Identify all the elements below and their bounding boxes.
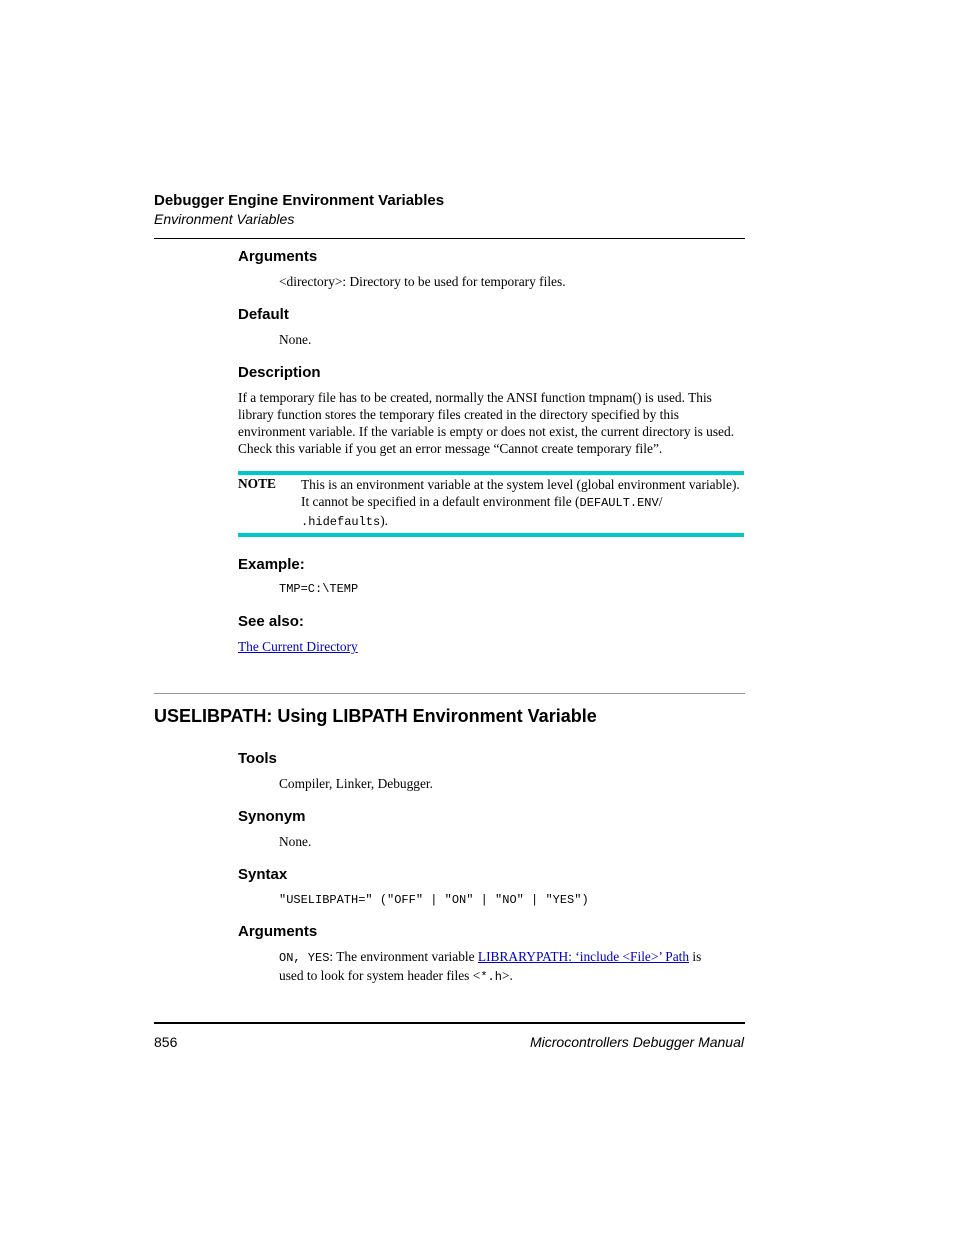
footer-rule [154, 1022, 745, 1024]
syntax-heading: Syntax [238, 866, 288, 883]
synonym-text: None. [279, 834, 312, 849]
description-heading: Description [238, 364, 321, 381]
arguments2-heading: Arguments [238, 923, 318, 940]
note-text-before: This is an environment variable at the system level (global environment variable). It cannot be specified in a default environment file ( [301, 477, 740, 509]
args-text-1: : The environment variable [329, 949, 478, 964]
synonym-heading: Synonym [238, 808, 306, 825]
default-heading: Default [238, 306, 289, 323]
running-header-title: Debugger Engine Environment Variables [154, 192, 445, 209]
arguments-text: <directory>: Directory to be used for temporary files. [279, 274, 566, 289]
args-code-on-yes: ON, YES [279, 951, 330, 965]
see-also-heading: See also: [238, 613, 304, 630]
librarypath-link[interactable]: LIBRARYPATH: ‘include <File>’ Path [477, 949, 690, 964]
default-text: None. [279, 332, 312, 347]
running-header-subtitle: Environment Variables [154, 211, 295, 227]
footer-manual-title: Microcontrollers Debugger Manual [530, 1034, 744, 1050]
see-also-line [238, 638, 358, 655]
args-text-2: is used to look for system header files < [279, 949, 702, 983]
tools-text: Compiler, Linker, Debugger. [279, 776, 433, 791]
header-rule [154, 238, 745, 239]
arguments-heading: Arguments [238, 248, 318, 265]
args-text-3: >. [501, 968, 513, 983]
syntax-code: "USELIBPATH=" ("OFF" | "ON" | "NO" | "YES") [279, 893, 589, 907]
note-label: NOTE [238, 476, 276, 491]
note-code-default-env: DEFAULT.ENV [579, 496, 659, 510]
example-heading: Example: [238, 556, 305, 573]
note-slash: / [658, 494, 663, 509]
args-code-h: *.h [480, 970, 502, 984]
description-text: If a temporary file has to be created, normally the ANSI function tmpnam() is used. This library function stores the temporary files created in the directory specified by this environment variable. If the variable is empty or does not exist, the current directory is used. Check this variable if you get an error message “Cannot create temporary file”. [238, 390, 735, 456]
tools-heading: Tools [238, 750, 277, 767]
current-directory-link[interactable]: The Current Directory [238, 639, 358, 654]
note-text [301, 476, 746, 531]
section-title-uselibpath: USELIBPATH: Using LIBPATH Environment Variable [154, 706, 597, 726]
note-bottom-rule [238, 533, 744, 537]
note-top-rule [238, 471, 744, 475]
page-number: 856 [154, 1034, 178, 1050]
note-text-after: ). [380, 513, 389, 528]
example-code: TMP=C:\TEMP [279, 582, 359, 596]
arguments2-text [279, 948, 729, 986]
note-code-hidefaults: .hidefaults [301, 515, 381, 529]
section-divider [154, 693, 745, 694]
